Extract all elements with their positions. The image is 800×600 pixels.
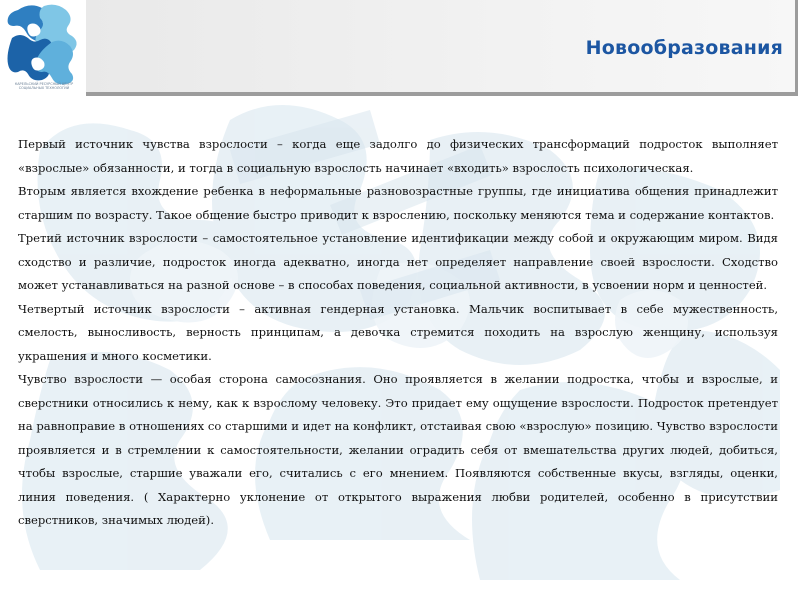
title-bar <box>86 0 798 96</box>
paragraph-2-text: Вторым является вхождение ребенка в неформальные разновозрастные группы, где инициатива общения принадлежит старшим по возрасту. Такое общение быстро приводит к взрослению, поскольку меняются тема и содержание контактов. <box>18 184 778 222</box>
paragraph-3-text: Третий источник взрослости – самостоятельное установление идентификации между собой и окружающим миром. Видя сходство и различие, подросток иногда адекватно, иногда нет определяет направление своей взрослости. Сходство может устанавливаться на разной основе – в способах поведения, социальной активности, в усвоении норм и ценностей. <box>18 231 778 292</box>
slide-header <box>0 0 800 98</box>
paragraph-1-text: Первый источник чувства взрослости – когда еще задолго до физических трансформаций подросток выполняет «взрослые» обязанности, и тогда в социальную взрослость начинает «входить» взрослость психологическая. <box>18 137 778 175</box>
paragraph-1 <box>18 133 778 180</box>
paragraph-5 <box>18 368 778 533</box>
paragraph-4-text: Четвертый источник взрослости – активная гендерная установка. Мальчик воспитывает в себе мужественность, смелость, выносливость, верность принципам, а девочка стремится походить на взрослую женщину, используя украшения и много косметики. <box>18 301 778 363</box>
puzzle-logo-icon <box>4 2 82 94</box>
slide-body <box>18 133 778 533</box>
paragraph-4 <box>18 298 778 369</box>
logo-caption: КАРЕЛЬСКИЙ РЕСУРСНЫЙ ЦЕНТР СОЦИАЛЬНЫХ ТЕХНОЛОГИЙ <box>14 82 74 90</box>
slide-title: Новообразования <box>585 37 783 59</box>
paragraph-3 <box>18 227 778 298</box>
paragraph-2 <box>18 180 778 227</box>
paragraph-5-text: Чувство взрослости — особая сторона самосознания. Оно проявляется в желании подростка, чтобы и взрослые, и сверстники относились к нему, как к взрослому человеку. Это придает ему ощущение взрослости. Подросток претендует на равноправие в отношениях со старшими и идет на конфликт, отстаивая свою «взрослую» позицию. Чувство взрослости проявляется и в стремлении к самостоятельности, желании оградить себя от вмешательства других людей, добиться, чтобы взрослые, старшие уважали его, считались с его мнением. Появляются собственные вкусы, взгляды, оценки, линия поведения. ( Характерно уклонение от открытого выражения любви родителей, особенно в присутствии сверстников, значимых людей). <box>18 372 778 527</box>
